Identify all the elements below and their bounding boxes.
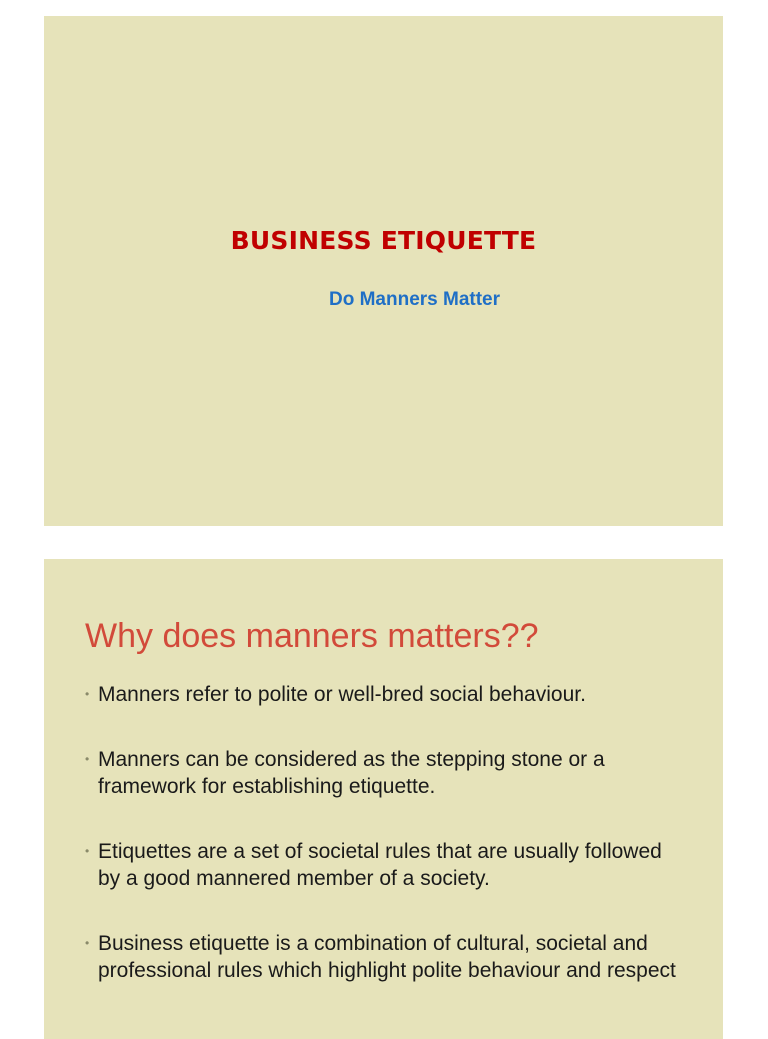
- bullet-icon: •: [85, 936, 90, 950]
- bullet-item: [85, 838, 685, 892]
- bullet-icon: •: [85, 844, 90, 858]
- bullet-text: Business etiquette is a combination of cultural, societal and professional rules which highlight polite behaviour and respect: [98, 932, 676, 982]
- bullet-item: [85, 681, 685, 708]
- bullet-text: Etiquettes are a set of societal rules that are usually followed by a good mannered member of a society.: [98, 840, 662, 890]
- title-slide: [44, 16, 723, 526]
- slide-subtitle: Do Manners Matter: [328, 289, 501, 310]
- bullet-item: [85, 930, 685, 984]
- content-slide: [44, 559, 723, 1039]
- bullet-list: [85, 681, 685, 1022]
- bullet-text: Manners refer to polite or well-bred social behaviour.: [98, 683, 586, 706]
- bullet-icon: •: [85, 687, 90, 701]
- bullet-text: Manners can be considered as the stepping stone or a framework for establishing etiquette.: [98, 748, 605, 798]
- bullet-item: [85, 746, 685, 800]
- bullet-icon: •: [85, 752, 90, 766]
- content-slide-heading: Why does manners matters??: [85, 617, 539, 655]
- slide-title: BUSINESS ETIQUETTE: [230, 226, 537, 255]
